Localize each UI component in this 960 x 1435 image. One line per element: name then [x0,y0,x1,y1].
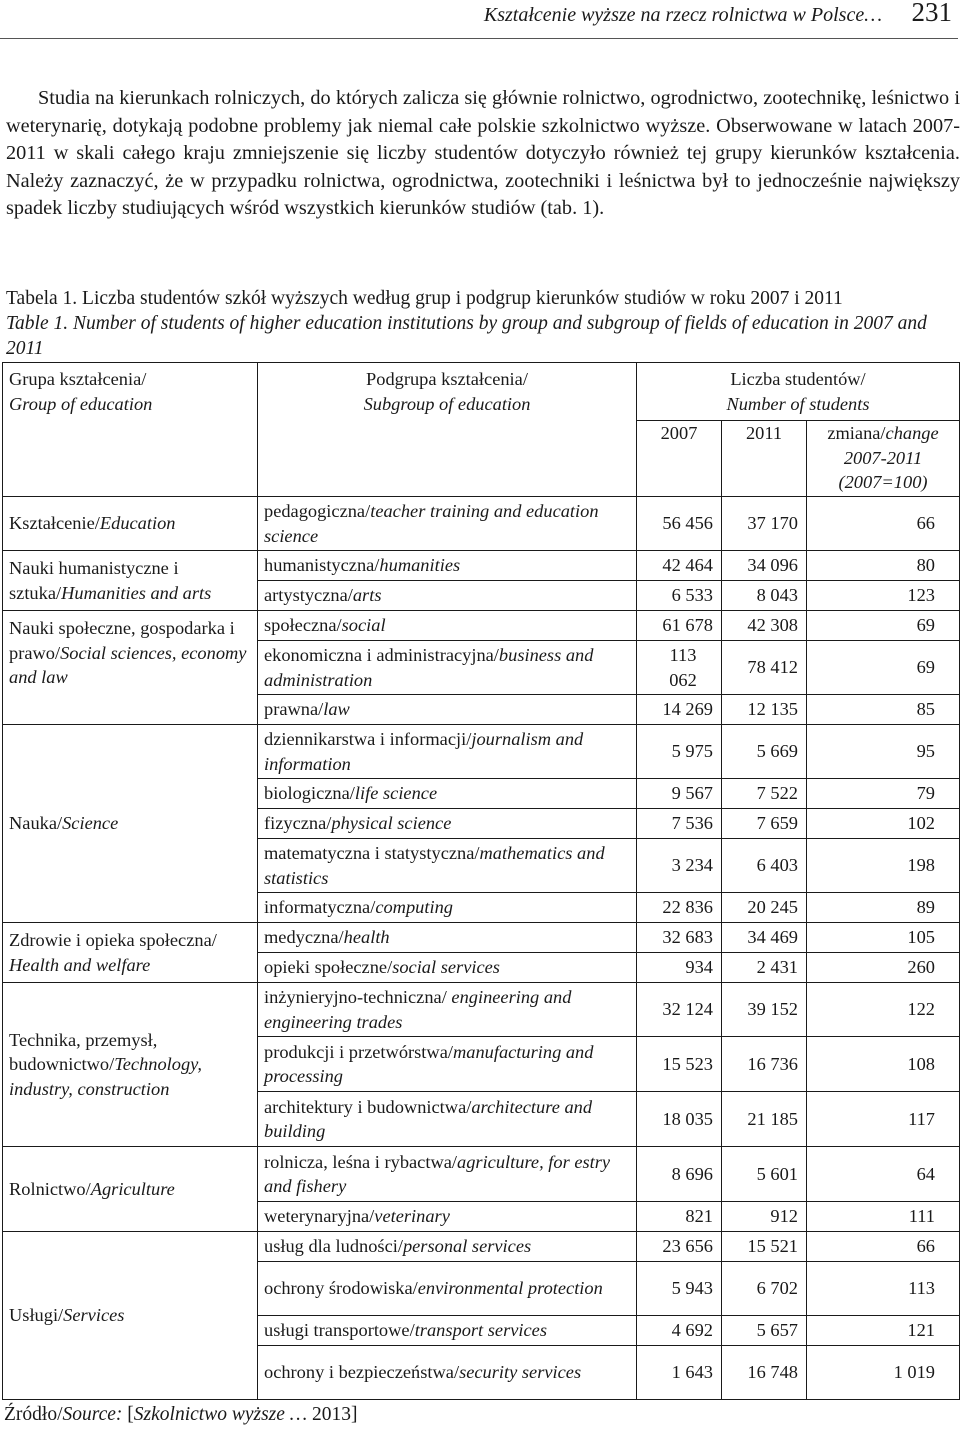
value-change: 80 [807,551,960,581]
value-2007: 14 269 [637,695,722,725]
body-paragraph: Studia na kierunkach rolniczych, do których zalicza się głównie rolnictwo, ogrodnictwo, zootechnikę, leśnictwo i weterynarię, dotykają podobne problemy jak niemal całe polskie szkolnictwo wyższe. Obserwowane w latach 2007-2011 w skali całego kraju zmniejszenie się liczby studentów dotyczyło również tej grupy kierunków kształcenia. Należy zaznaczyć, że w przypadku rolnictwa, ogrodnictwa, zootechniki i leśnictwa był to jednocześnie największy spadek liczby studiujących wśród wszystkich kierunków studiów (tab. 1). [6,87,960,219]
header-group-en: Group of education [9,393,153,414]
value-2007: 113 062 [637,641,722,695]
value-2011: 8 043 [722,581,807,611]
value-2011: 7 659 [722,809,807,839]
header-subgroup-en: Subgroup of education [363,393,531,414]
value-2007: 8 696 [637,1147,722,1202]
source-label-en: Source: [62,1404,123,1425]
header-change [807,421,960,497]
table-row [3,497,960,551]
subgroup-cell: inżynieryjno-techniczna/ engineering and engineering trades [258,983,637,1037]
value-change: 122 [807,983,960,1037]
value-2011: 39 152 [722,983,807,1037]
table-row [3,983,960,1037]
header-students [637,363,960,421]
table-caption-en: Table 1. Number of students of higher education institutions by group and subgroup of fields of education in 2007 and 2011 [6,313,927,359]
value-change: 102 [807,809,960,839]
value-2011: 34 469 [722,923,807,953]
value-2011: 2 431 [722,953,807,983]
running-title: Kształcenie wyższe na rzecz rolnictwa w Polsce… [483,4,882,26]
subgroup-cell: prawna/law [258,695,637,725]
header-students-pl: Liczba studentów/ [730,369,866,389]
value-2011: 37 170 [722,497,807,551]
group-cell: Kształcenie/Education [3,497,258,551]
group-cell: Technika, przemysł, budownictwo/Technology, industry, construction [3,983,258,1147]
subgroup-cell: artystyczna/arts [258,581,637,611]
source-label: Źródło/ [4,1404,63,1425]
header-2007: 2007 [637,421,722,497]
header-group-pl: Grupa kształcenia/ [9,369,147,389]
value-2007: 22 836 [637,893,722,923]
value-2011: 5 669 [722,725,807,779]
value-2011: 20 245 [722,893,807,923]
subgroup-cell: rolnicza, leśna i rybactwa/agriculture, for estry and fishery [258,1147,637,1202]
subgroup-cell: produkcji i przetwórstwa/manufacturing and processing [258,1037,637,1092]
value-change: 64 [807,1147,960,1202]
group-cell: Rolnictwo/Agriculture [3,1147,258,1232]
subgroup-cell: biologiczna/life science [258,779,637,809]
value-change: 79 [807,779,960,809]
subgroup-cell: ekonomiczna i administracyjna/business and administration [258,641,637,695]
value-2007: 18 035 [637,1092,722,1147]
group-cell: Nauka/Science [3,725,258,923]
value-2011: 6 403 [722,839,807,893]
value-2007: 5 943 [637,1262,722,1316]
header-change-range: 2007-2011 [843,447,923,468]
header-students-en: Number of students [726,393,870,414]
subgroup-cell: opieki społeczne/social services [258,953,637,983]
value-change: 198 [807,839,960,893]
subgroup-cell: medyczna/health [258,923,637,953]
value-2007: 42 464 [637,551,722,581]
header-subgroup-pl: Podgrupa kształcenia/ [366,369,528,389]
value-2011: 12 135 [722,695,807,725]
value-2011: 6 702 [722,1262,807,1316]
value-change: 117 [807,1092,960,1147]
value-change: 95 [807,725,960,779]
group-cell: Usługi/Services [3,1232,258,1400]
subgroup-cell: pedagogiczna/teacher training and education science [258,497,637,551]
subgroup-cell: architektury i budownictwa/architecture and building [258,1092,637,1147]
value-change: 89 [807,893,960,923]
value-change: 69 [807,611,960,641]
source-year: 2013] [307,1404,358,1425]
value-2011: 21 185 [722,1092,807,1147]
subgroup-cell: weterynaryjna/veterinary [258,1202,637,1232]
value-change: 121 [807,1316,960,1346]
table-caption-pl: Tabela 1. Liczba studentów szkół wyższych według grup i podgrup kierunków studiów w roku 2007 i 2011 [6,288,843,309]
table-row [3,1147,960,1202]
value-2007: 61 678 [637,611,722,641]
subgroup-cell: fizyczna/physical science [258,809,637,839]
value-2007: 6 533 [637,581,722,611]
group-cell: Zdrowie i opieka społeczna/ Health and welfare [3,923,258,983]
header-change-base: (2007=100) [838,472,928,492]
value-change: 111 [807,1202,960,1232]
table-row [3,1232,960,1262]
value-2011: 15 521 [722,1232,807,1262]
value-2011: 5 601 [722,1147,807,1202]
value-change: 66 [807,497,960,551]
value-2007: 56 456 [637,497,722,551]
value-change: 123 [807,581,960,611]
source-title: Szkolnictwo wyższe … [133,1404,308,1425]
value-2007: 4 692 [637,1316,722,1346]
subgroup-cell: matematyczna i statystyczna/mathematics and statistics [258,839,637,893]
group-cell: Nauki społeczne, gospodarka i prawo/Social sciences, economy and law [3,611,258,725]
subgroup-cell: usługi transportowe/transport services [258,1316,637,1346]
value-change: 69 [807,641,960,695]
subgroup-cell: ochrony środowiska/environmental protection [258,1262,637,1316]
value-2007: 5 975 [637,725,722,779]
header-change-pl: zmiana/ [827,423,886,443]
value-change: 260 [807,953,960,983]
subgroup-cell: usług dla ludności/personal services [258,1232,637,1262]
students-table [2,362,960,1400]
value-change: 1 019 [807,1346,960,1400]
subgroup-cell: społeczna/social [258,611,637,641]
value-change: 105 [807,923,960,953]
header-subgroup [258,363,637,497]
running-header [0,0,958,39]
value-2011: 5 657 [722,1316,807,1346]
value-2011: 34 096 [722,551,807,581]
value-2007: 15 523 [637,1037,722,1092]
header-group [3,363,258,497]
value-2011: 7 522 [722,779,807,809]
subgroup-cell: informatyczna/computing [258,893,637,923]
page-number: 231 [911,0,952,27]
value-2007: 7 536 [637,809,722,839]
table-row [3,923,960,953]
value-2011: 42 308 [722,611,807,641]
value-2007: 23 656 [637,1232,722,1262]
header-2011: 2011 [722,421,807,497]
value-change: 85 [807,695,960,725]
value-2007: 3 234 [637,839,722,893]
value-2007: 934 [637,953,722,983]
value-2007: 1 643 [637,1346,722,1400]
subgroup-cell: humanistyczna/humanities [258,551,637,581]
value-2007: 821 [637,1202,722,1232]
subgroup-cell: dziennikarstwa i informacji/journalism and information [258,725,637,779]
group-cell: Nauki humanistyczne i sztuka/Humanities and arts [3,551,258,611]
table-row [3,725,960,779]
value-2007: 32 683 [637,923,722,953]
value-2011: 912 [722,1202,807,1232]
value-2011: 16 736 [722,1037,807,1092]
value-2007: 9 567 [637,779,722,809]
source-note [4,1404,358,1426]
subgroup-cell: ochrony i bezpieczeństwa/security services [258,1346,637,1400]
header-change-en: change [885,423,939,443]
value-2011: 78 412 [722,641,807,695]
value-2007: 32 124 [637,983,722,1037]
value-change: 108 [807,1037,960,1092]
table-row [3,611,960,641]
source-bracket: [ [127,1404,134,1425]
value-change: 113 [807,1262,960,1316]
value-2011: 16 748 [722,1346,807,1400]
table-row [3,551,960,581]
header-row-1 [3,363,960,421]
value-change: 66 [807,1232,960,1262]
